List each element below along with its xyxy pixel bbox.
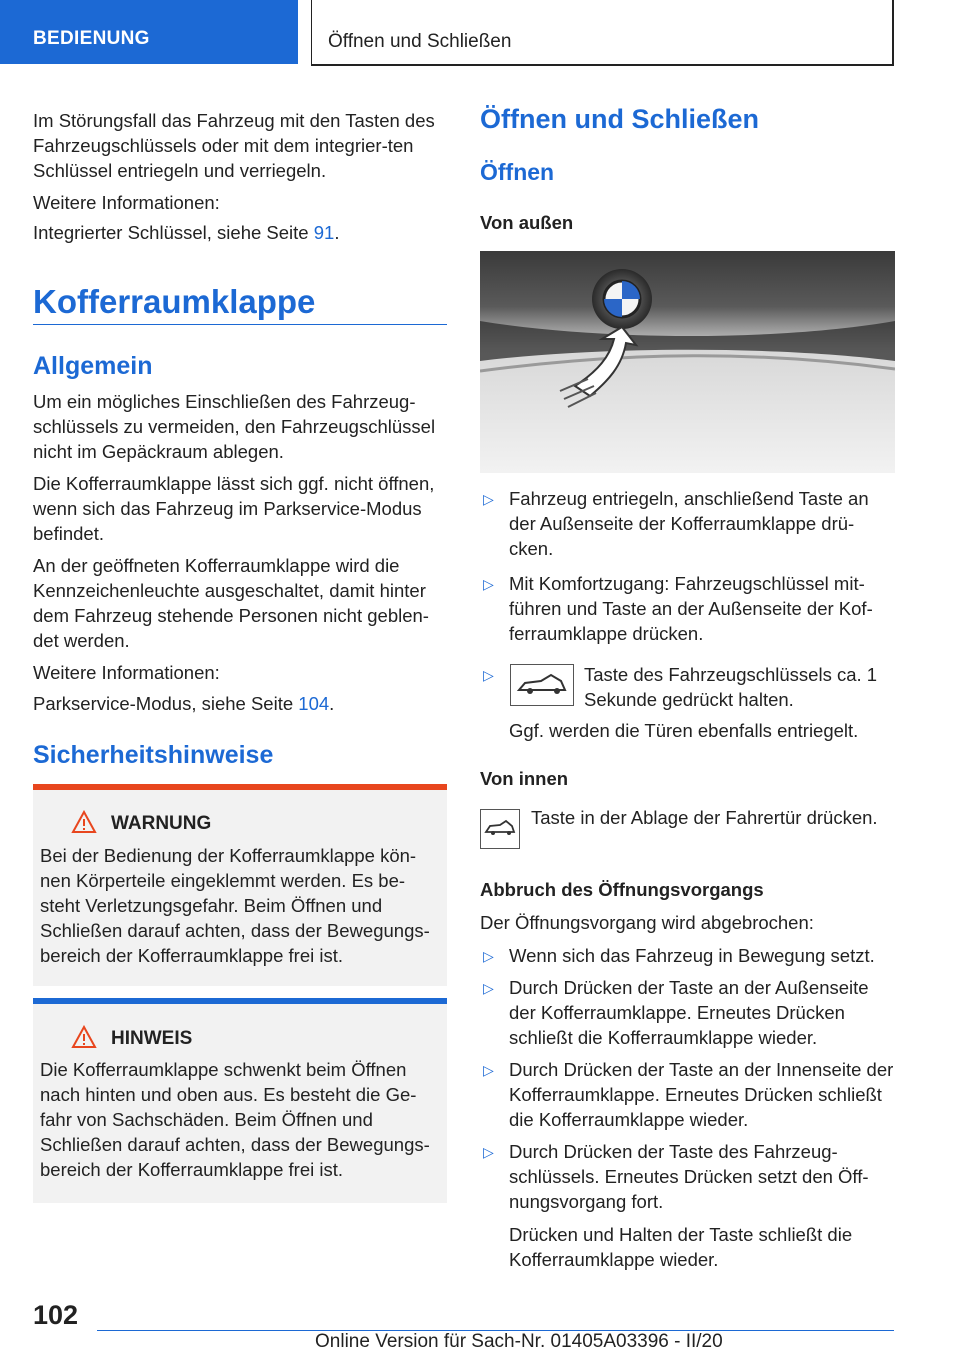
bullet-cancel-key: Durch Drücken der Taste des Fahrzeug‐schlüssels. Erneutes Drücken setzt den Öff‐nungsvorgang fort. xyxy=(509,1141,869,1212)
page-link-91[interactable]: 91 xyxy=(313,222,335,243)
heading-von-aussen: Von außen xyxy=(480,212,574,233)
footer-text: Online Version für Sach-Nr. 01405A03396 - II/20 xyxy=(315,1331,723,1352)
bullet-comfort-access: Mit Komfortzugang: Fahrzeugschlüssel mit‐führen und Taste an der Außenseite der Kof‐ferraumklappe drücken. xyxy=(509,573,873,644)
paragraph-parkservice: Die Kofferraumklappe lässt sich ggf. nicht öffnen, wenn sich das Fahrzeug im Parkservice-Modus befindet. xyxy=(33,473,435,544)
warning-bar xyxy=(33,784,447,790)
paragraph-plate-light: An der geöffneten Kofferraumklappe wird die Kennzeichenleuchte ausgeschaltet, damit hinter dem Fahrzeug stehende Personen nicht geblen‐det werden. xyxy=(33,555,429,651)
warning-title: WARNUNG xyxy=(111,813,212,834)
bullet-marker: ▷ xyxy=(483,948,494,964)
innen-text: Taste in der Ablage der Fahrertür drücken. xyxy=(531,807,878,828)
warning-box xyxy=(33,784,447,986)
heading-rule xyxy=(33,324,447,325)
trunk-key-icon xyxy=(510,664,574,706)
more-info-label-2: Weitere Informationen: xyxy=(33,662,220,683)
header-title: Öffnen und Schließen xyxy=(328,31,512,52)
last-note: Drücken und Halten der Taste schließt die Kofferraumklappe wieder. xyxy=(509,1224,853,1270)
heading-oeffnen: Öffnen xyxy=(480,159,555,185)
reference-parkservice: Parkservice-Modus, siehe Seite 104. xyxy=(33,693,335,714)
bullet-cancel-outside: Durch Drücken der Taste an der Außenseite der Kofferraumklappe. Erneutes Drücken schließt die Kofferraumklappe wieder. xyxy=(509,977,869,1048)
header-divider xyxy=(311,64,894,66)
bullet-marker: ▷ xyxy=(483,576,494,592)
warning-text: Bei der Bedienung der Kofferraumklappe kön‐nen Körperteile eingeklemmt werden. Es be‐steht Verletzungsgefahr. Beim Öffnen und Schließen darauf achten, dass der Bewegungs‐bereich der Kofferraumklappe frei ist. xyxy=(40,845,430,966)
bullet-cancel-motion: Wenn sich das Fahrzeug in Bewegung setzt. xyxy=(509,945,875,966)
warning-icon xyxy=(71,810,97,834)
hint-bar xyxy=(33,998,447,1004)
driver-door-button-icon xyxy=(480,809,520,849)
bullet-key-button: Taste des Fahrzeugschlüssels ca. 1 Sekunde gedrückt halten. xyxy=(584,664,878,710)
header-title-box xyxy=(311,0,894,64)
heading-allgemein: Allgemein xyxy=(33,352,153,380)
reference-text: Integrierter Schlüssel, siehe Seite xyxy=(33,222,314,243)
heading-oeffnen-schliessen: Öffnen und Schließen xyxy=(480,104,760,134)
reference-integrated-key: Integrierter Schlüssel, siehe Seite 91. xyxy=(33,222,340,243)
bullet-marker: ▷ xyxy=(483,1062,494,1078)
bullet-marker: ▷ xyxy=(483,667,494,683)
paragraph-key-lockin: Um ein mögliches Einschließen des Fahrzeug‐schlüssels zu vermeiden, den Fahrzeugschlüssel nicht im Gepäckraum ablegen. xyxy=(33,391,436,462)
bullet-marker: ▷ xyxy=(483,1144,494,1160)
trunk-button-illustration xyxy=(480,251,895,473)
bullet-unlock-outside: Fahrzeug entriegeln, anschließend Taste an der Außenseite der Kofferraumklappe drü‐cken. xyxy=(509,488,869,559)
page-link-104[interactable]: 104 xyxy=(298,693,330,714)
heading-kofferraumklappe: Kofferraumklappe xyxy=(33,283,316,320)
hint-text: Die Kofferraumklappe schwenkt beim Öffnen nach hinten und oben aus. Es besteht die Ge‐fahr von Sachschäden. Beim Öffnen und Schließen darauf achten, dass der Bewegungs‐bereich der Kofferraumklappe frei ist. xyxy=(40,1059,430,1180)
intro-text: Im Störungsfall das Fahrzeug mit den Tasten des Fahrzeugschlüssels oder mit dem integrier‐ten Schlüssel entriegeln und verriegeln. xyxy=(33,110,435,181)
heading-sicherheitshinweise: Sicherheitshinweise xyxy=(33,741,274,769)
reference-text-2: Parkservice-Modus, siehe Seite xyxy=(33,693,299,714)
bullet-cancel-inside: Durch Drücken der Taste an der Innenseite der Kofferraumklappe. Erneutes Drücken schließt die Kofferraumklappe wieder. xyxy=(509,1059,894,1130)
abbruch-intro: Der Öffnungsvorgang wird abgebrochen: xyxy=(480,912,814,933)
bullet-marker: ▷ xyxy=(483,491,494,507)
hint-box xyxy=(33,998,447,1203)
header-section: BEDIENUNG xyxy=(33,28,150,49)
heading-abbruch: Abbruch des Öffnungsvorgangs xyxy=(480,879,764,900)
caution-icon xyxy=(71,1025,97,1049)
bullet-marker: ▷ xyxy=(483,980,494,996)
heading-von-innen: Von innen xyxy=(480,768,569,789)
page-number: 102 xyxy=(33,1300,79,1330)
header-section-tab xyxy=(0,0,298,64)
key-note: Ggf. werden die Türen ebenfalls entriegelt. xyxy=(509,720,859,741)
hint-title: HINWEIS xyxy=(111,1028,193,1049)
more-info-label: Weitere Informationen: xyxy=(33,192,220,213)
